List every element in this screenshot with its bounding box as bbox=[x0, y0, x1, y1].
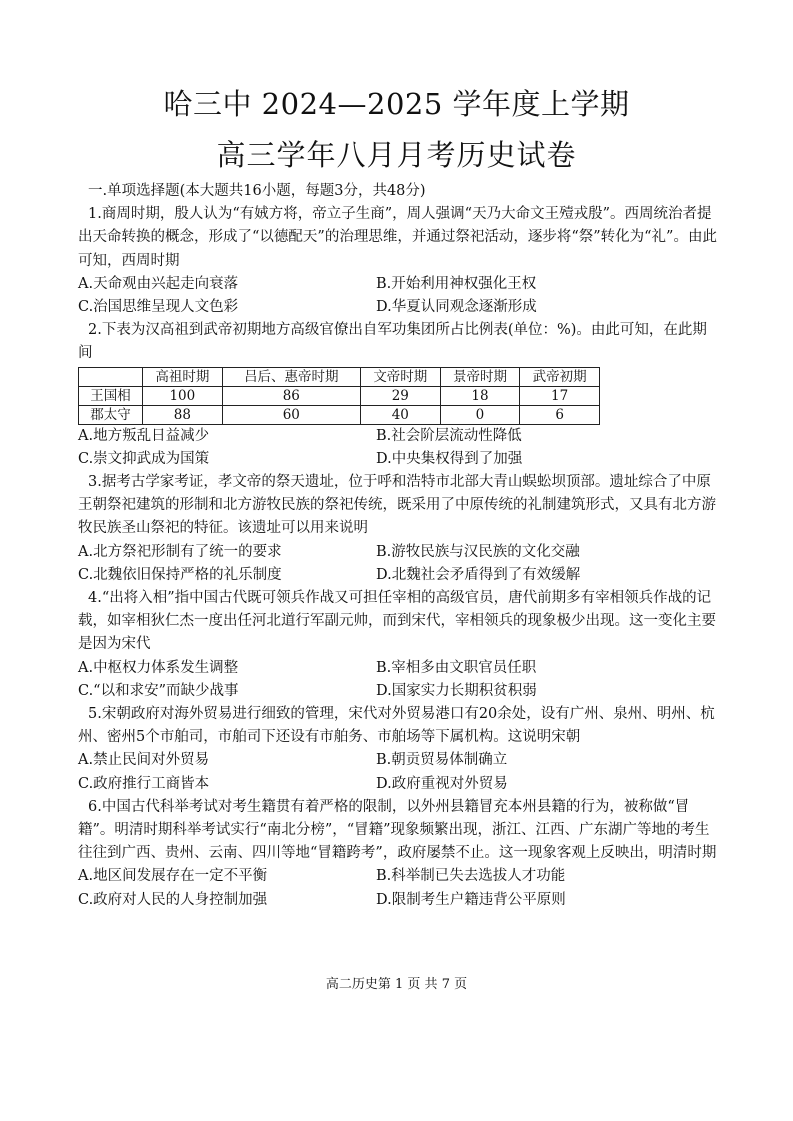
option-d: D.中央集权得到了加强 bbox=[376, 450, 523, 467]
option-b: B.宰相多由文职官员任职 bbox=[376, 659, 537, 676]
question-2 bbox=[78, 319, 718, 471]
table-cell: 100 bbox=[143, 386, 223, 405]
option-a: A.中枢权力体系发生调整 bbox=[78, 659, 239, 676]
option-d: D.北魏社会矛盾得到了有效缓解 bbox=[376, 566, 581, 583]
option-list bbox=[78, 273, 718, 319]
question-3 bbox=[78, 471, 718, 587]
option-a: A.地方叛乱日益减少 bbox=[78, 427, 210, 444]
option-list bbox=[78, 425, 718, 471]
option-list bbox=[78, 865, 718, 911]
option-b: B.开始利用神权强化王权 bbox=[376, 275, 537, 292]
option-c: C.政府推行工商皆本 bbox=[78, 775, 210, 792]
table-row bbox=[79, 386, 600, 405]
question-6 bbox=[78, 796, 718, 912]
option-b: B.科举制已失去选拔人才功能 bbox=[376, 868, 566, 885]
exam-title-subject: 高三学年八月月考历史试卷 bbox=[216, 138, 577, 172]
question-5 bbox=[78, 703, 718, 796]
question-1 bbox=[78, 203, 718, 319]
table-header-cell: 景帝时期 bbox=[440, 367, 520, 386]
option-a: A.北方祭祀形制有了统一的要求 bbox=[78, 543, 282, 560]
option-list bbox=[78, 657, 718, 703]
table-cell: 17 bbox=[520, 386, 600, 405]
table-header-cell: 文帝时期 bbox=[360, 367, 440, 386]
option-b: B.社会阶层流动性降低 bbox=[376, 427, 522, 444]
question-text: 4.“出将入相”指中国古代既可领兵作战又可担任宰相的高级官员，唐代前期多有宰相领兵作战的记载，如宰相狄仁杰一度出任河北道行军副元帅，而到宋代，宰相领兵的现象极少出现。这一变化主要是因为宋代 bbox=[78, 590, 716, 653]
table-cell: 40 bbox=[360, 405, 440, 424]
table-header-row bbox=[79, 367, 600, 386]
option-a: A.地区间发展存在一定不平衡 bbox=[78, 868, 268, 885]
table-cell: 88 bbox=[143, 405, 223, 424]
table-cell: 6 bbox=[520, 405, 600, 424]
section-heading: 一.单项选择题(本大题共16小题，每题3分，共48分) bbox=[88, 183, 426, 199]
option-d: D.限制考生户籍违背公平原则 bbox=[376, 891, 566, 908]
option-a: A.禁止民间对外贸易 bbox=[78, 752, 210, 769]
question-text: 6.中国古代科举考试对考生籍贯有着严格的限制，以外州县籍冒充本州县籍的行为，被称做“冒籍”。明清时期科举考试实行“南北分榜”，“冒籍”现象频繁出现，浙江、江西、广东湖广等地的考生往往到广西、贵州、云南、四川等地“冒籍跨考”，政府屡禁不止。这一现象客观上反映出，明清时期 bbox=[78, 798, 717, 862]
option-c: C.崇文抑武成为国策 bbox=[78, 450, 210, 467]
option-c: C.“以和求安”而缺少战事 bbox=[78, 682, 239, 699]
question-text: 2.下表为汉高祖到武帝初期地方高级官僚出自军功集团所占比例表(单位：%)。由此可知，在此期间 bbox=[78, 322, 707, 362]
option-c: C.治国思维呈现人文色彩 bbox=[78, 299, 239, 316]
option-c: C.北魏依旧保持严格的礼乐制度 bbox=[78, 566, 282, 583]
exam-title-school-year: 哈三中 2024—2025 学年度上学期 bbox=[163, 87, 630, 121]
question-text: 3.据考古学家考证，孝文帝的祭天遗址，位于呼和浩特市北部大青山蜈蚣坝顶部。遗址综合了中原王朝祭祀建筑的形制和北方游牧民族的祭祀传统，既采用了中原传统的礼制建筑形式，又具有北方游牧民族圣山祭祀的特征。该遗址可以用来说明 bbox=[78, 474, 716, 537]
option-list bbox=[78, 749, 718, 795]
table-cell: 18 bbox=[440, 386, 520, 405]
option-b: B.朝贡贸易体制确立 bbox=[376, 752, 508, 769]
option-d: D.政府重视对外贸易 bbox=[376, 775, 508, 792]
table-row bbox=[79, 405, 600, 424]
table-cell: 郡太守 bbox=[79, 405, 143, 424]
table-cell: 60 bbox=[222, 405, 360, 424]
table-cell: 29 bbox=[360, 386, 440, 405]
option-d: D.华夏认同观念逐渐形成 bbox=[376, 299, 537, 316]
option-d: D.国家实力长期积贫积弱 bbox=[376, 682, 537, 699]
exam-body bbox=[78, 180, 718, 912]
official-ratio-table bbox=[78, 367, 600, 425]
option-c: C.政府对人民的人身控制加强 bbox=[78, 891, 268, 908]
question-text: 1.商周时期，殷人认为“有娀方将，帝立子生商”，周人强调“天乃大命文王殪戎殷”。西周统治者提出天命转换的概念，形成了“以德配天”的治理思维，并通过祭祀活动，逐步将“祭”转化为“礼”。由此可知，西周时期 bbox=[78, 206, 717, 269]
table-cell: 0 bbox=[440, 405, 520, 424]
table-cell: 86 bbox=[222, 386, 360, 405]
question-4 bbox=[78, 587, 718, 703]
table-header-cell: 武帝初期 bbox=[520, 367, 600, 386]
table-header-cell: 吕后、惠帝时期 bbox=[222, 367, 360, 386]
option-a: A.天命观由兴起走向衰落 bbox=[78, 275, 239, 292]
table-header-cell: 高祖时期 bbox=[143, 367, 223, 386]
page-footer: 高二历史第 1 页 共 7 页 bbox=[325, 977, 468, 992]
table-cell: 王国相 bbox=[79, 386, 143, 405]
option-list bbox=[78, 541, 718, 587]
question-text: 5.宋朝政府对海外贸易进行细致的管理，宋代对外贸易港口有20余处，设有广州、泉州、明州、杭州、密州5个市舶司，市舶司下还设有市舶务、市舶场等下属机构。这说明宋朝 bbox=[78, 706, 715, 746]
option-b: B.游牧民族与汉民族的文化交融 bbox=[376, 543, 580, 560]
table-header-cell bbox=[79, 367, 143, 386]
